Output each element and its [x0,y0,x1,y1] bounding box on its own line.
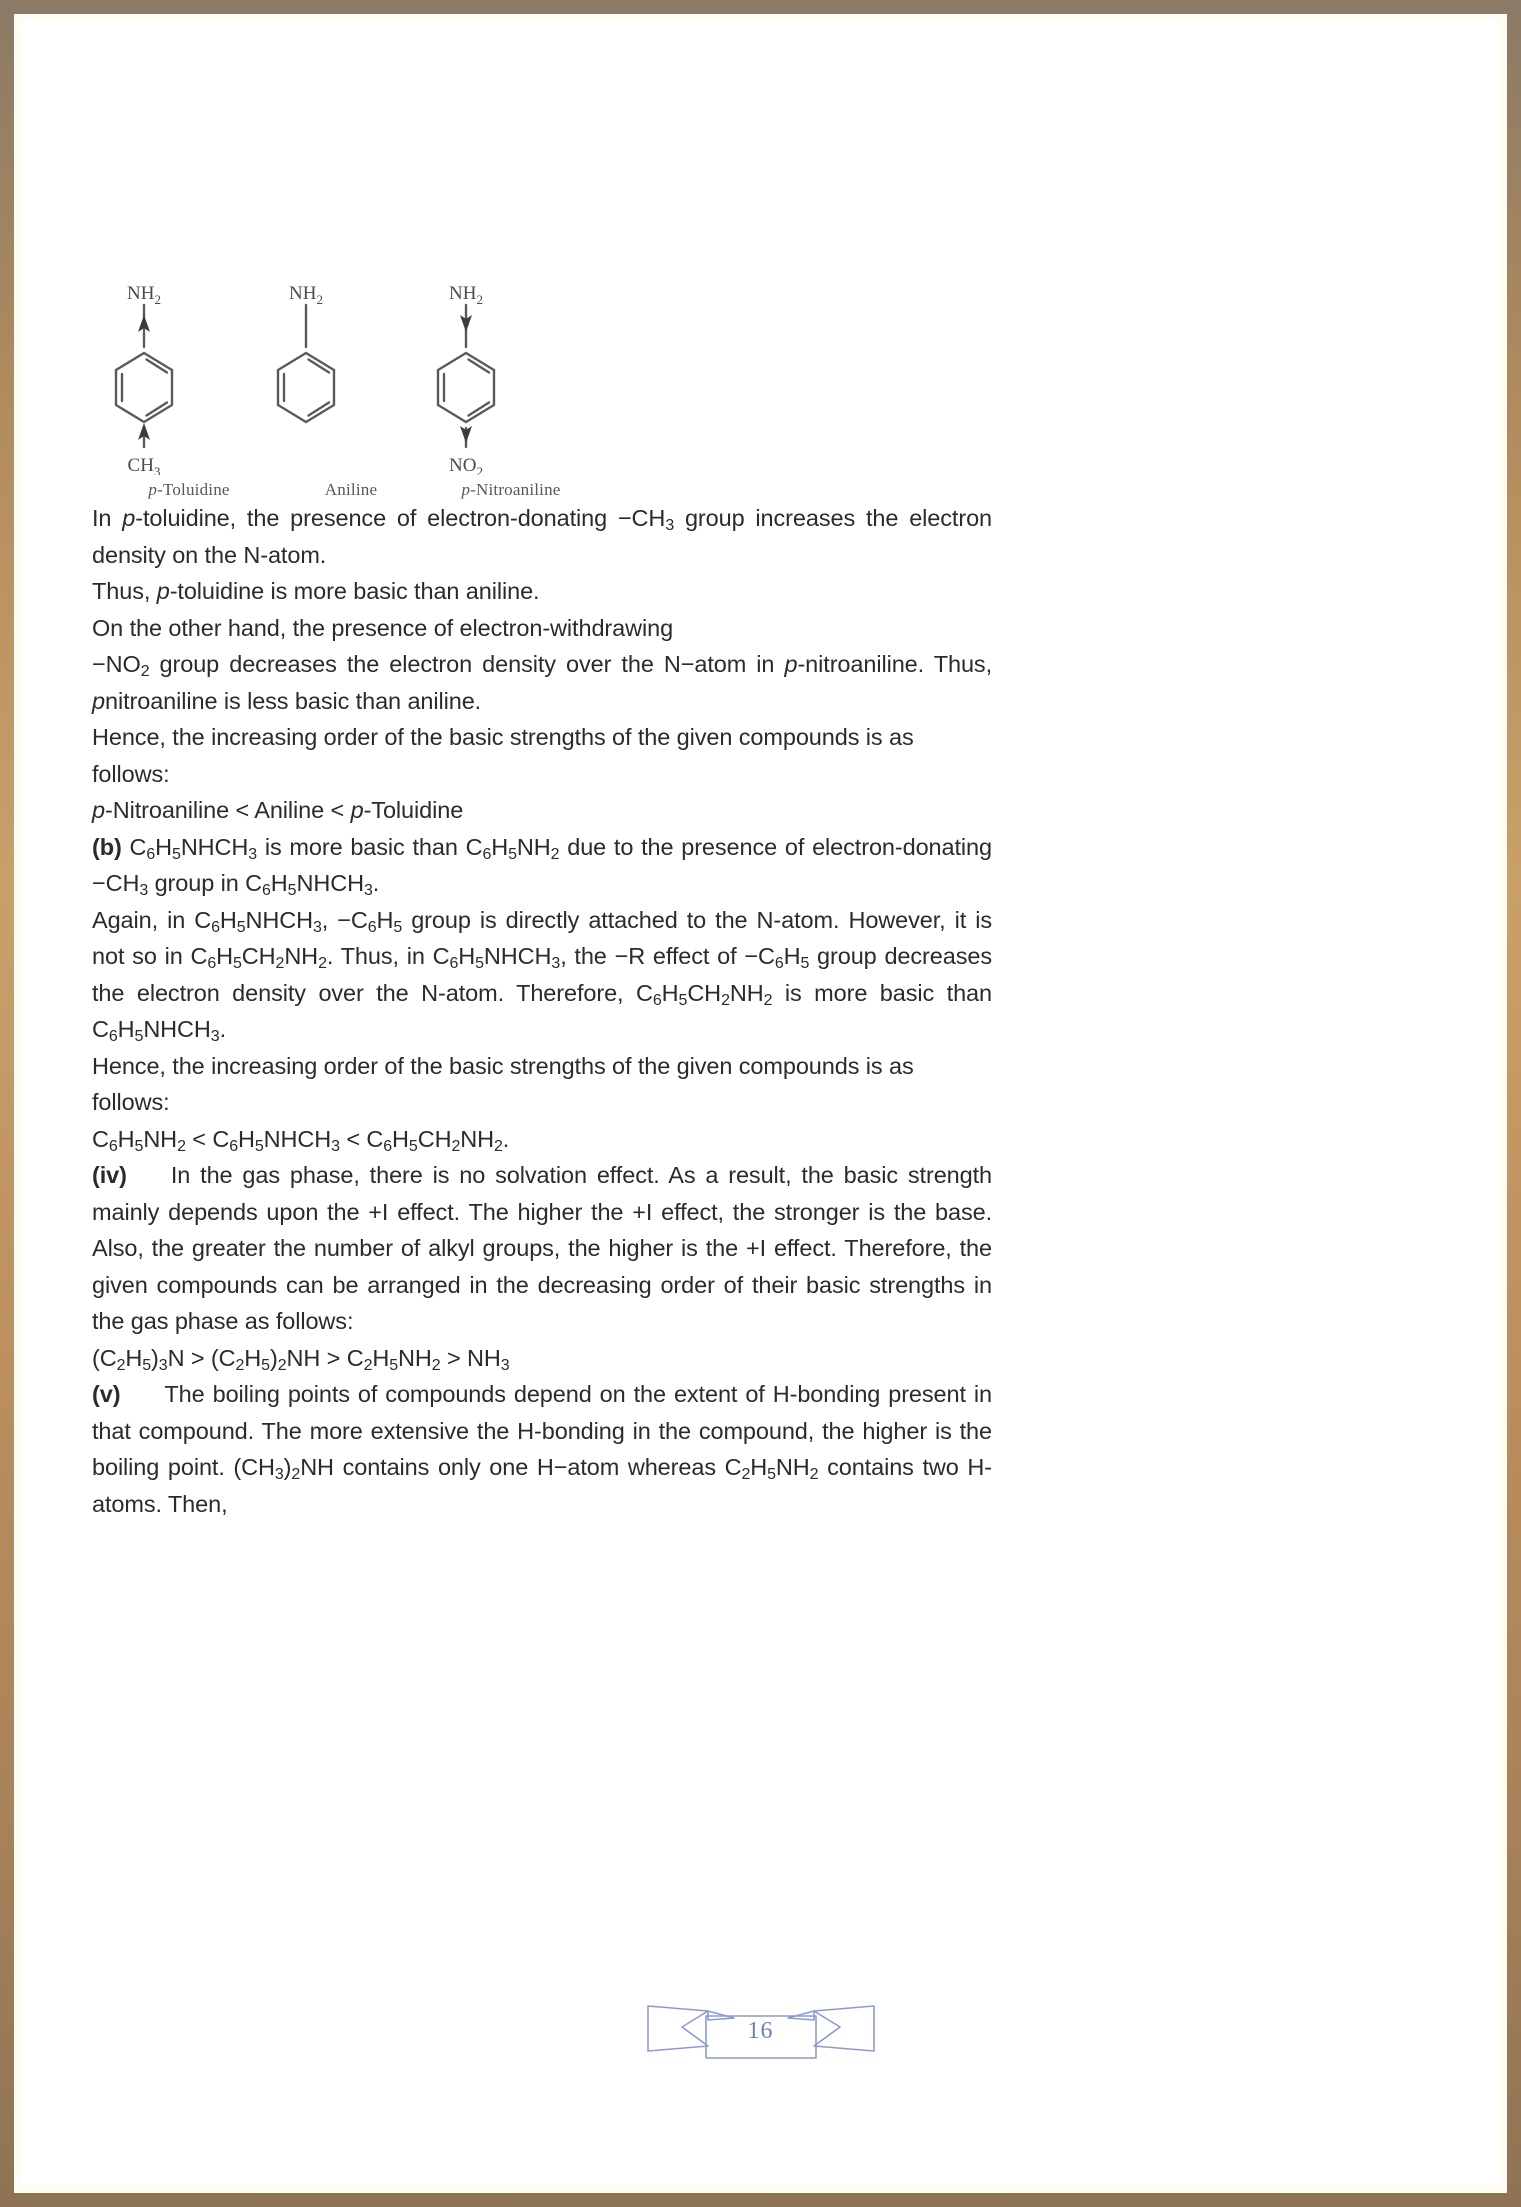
paragraph-b-methylaniline: (b) $C_6H_5NHCH_3$ is more basic than $C_6H_5NH_2$ due to the presence of electron-donating $-CH_3$ group in $C_6H_5NHCH_3$. [92,833,992,899]
paragraph-hence-order-1: Hence, the increasing order of the basic strengths of the given compounds is as follows: [92,724,914,787]
svg-text:NH2: $NH_2$ [449,283,483,307]
list-label-iv: (iv) [92,1162,127,1188]
paragraph-order-result-1: p-Nitroaniline < Aniline < p-Toluidine [92,797,464,823]
page-content [92,275,992,1522]
paragraph-p-toluidine-electron-density: In p-toluidine, the presence of electron-donating $-CH_3$ group increases the electron density on the N-atom. [92,505,993,568]
list-label-v: (v) [92,1381,121,1407]
paragraph-on-the-other-hand: On the other hand, the presence of electron-withdrawing [92,614,674,641]
chemical-structures-figure [94,275,734,500]
svg-text:CH3: $CH_3$ [127,455,161,475]
paragraph-again-r-effect: Again, in $C_6H_5NHCH_3$, $-C_6H_5$ group is directly attached to the N-atom. However, it is not so in $C_6H_5CH_2NH_2$. Thus, in $C_6H_5NHCH_3$, the −R effect of $-C_6H_5$ group decreases the electron density over the N-atom. Therefore, $C_6H_5CH_2NH_2$ is more basic than $C_6H_5NHCH_3$. [92,906,992,1045]
svg-text:NO2: $NO_2$ [449,455,483,475]
structure-p-nitroaniline [416,275,606,500]
list-label-b: (b) [92,833,122,860]
paragraph-v-boiling-points: (v) The boiling points of compounds depend on the extent of H-bonding present in that compound. The more extensive the H-bonding in the compound, the higher is the boiling point. $(CH_3)_2NH$ contains only one H−atom whereas $C_2H_5NH_2$ contains two H-atoms. Then, [92,1381,992,1517]
structure-caption-p-toluidine: p-Toluidine [148,480,230,499]
structure-caption-aniline: Aniline [324,480,378,499]
paragraph-iv-gas-phase: (iv) In the gas phase, there is no solvation effect. As a result, the basic strength mainly depends upon the +I effect. The higher the +I effect, the stronger is the base. Also, the greater the number of alkyl groups, the higher is the +I effect. Therefore, the given compounds can be arranged in the decreasing order of their basic strengths in the gas phase as follows: [92,1162,992,1334]
paragraph-hence-order-2: Hence, the increasing order of the basic strengths of the given compounds is as follows: [92,1052,914,1115]
paragraph-gas-phase-order: $(C_2H_5)_3N > (C_2H_5)_2NH > C_2H_5NH_2 > NH_3$ [92,1344,510,1374]
page-footer-ribbon [22,1994,1499,2067]
page-number: 16 [747,2018,774,2044]
p-nitroaniline-diagram [416,275,606,475]
paragraph-thus-p-toluidine-basic: Thus, p-toluidine is more basic than aniline. [92,578,540,604]
structure-caption-p-nitroaniline: p-Nitroaniline [461,480,561,499]
page-sheet [22,20,1499,2185]
ribbon-holder [646,1994,876,2067]
svg-text:NH2: $NH_2$ [127,283,161,307]
svg-text:NH2: $NH_2$ [289,283,323,307]
paragraph-no2-decreases-density: $-NO_2$ group decreases the electron density over the N−atom in p-nitroaniline. Thus, pnitroaniline is less basic than aniline. [92,651,992,714]
paragraph-order-result-2: $C_6H_5NH_2$ < $C_6H_5NHCH_3 < C_6H_5CH_2NH_2$. [92,1125,510,1155]
